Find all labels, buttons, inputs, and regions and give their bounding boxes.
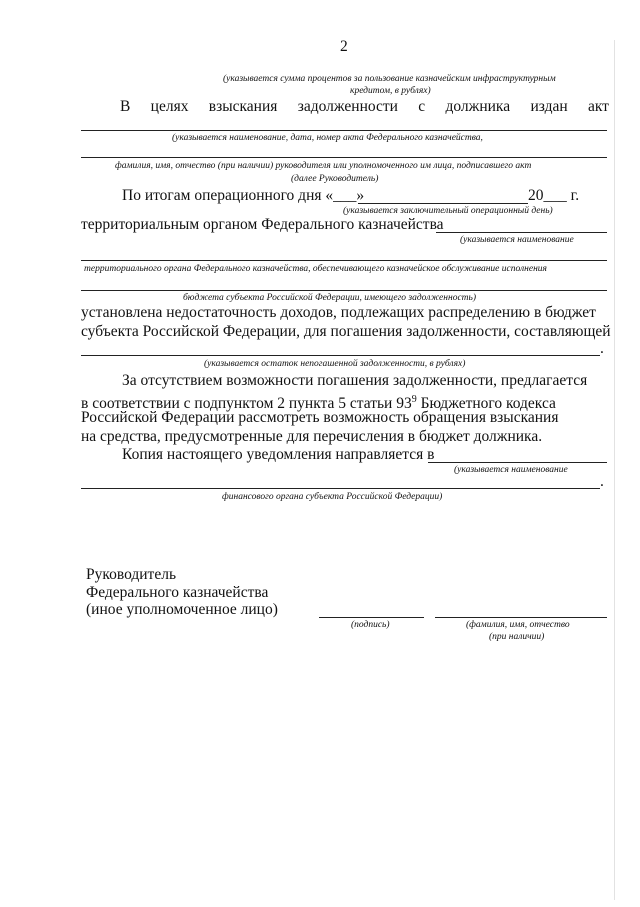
signature-note: (подпись) — [351, 620, 390, 630]
name-note-2: территориального органа Федерального казначейства, обеспечивающего казначейское обслуживание исполнения — [84, 264, 547, 274]
head-note-2: (далее Руководитель) — [291, 174, 379, 184]
balance-fill-line — [81, 355, 600, 356]
shortfall-line-1: установлена недостаточность доходов, подлежащих распределению в бюджет — [81, 304, 596, 321]
page-number: 2 — [340, 38, 348, 55]
copy-fill-line — [428, 462, 607, 463]
operating-day-label: По итогам операционного дня «___» — [122, 187, 365, 204]
signatory-title-1: Руководитель — [86, 566, 177, 583]
copy-sent-label: Копия настоящего уведомления направляется в — [122, 446, 435, 463]
proposal-line-4: на средства, предусмотренные для перечисления в бюджет должника. — [81, 428, 543, 445]
copy-fill-line-2 — [81, 488, 600, 489]
proposal-line-2: в соответствии с подпунктом 2 пункта 5 статьи $93^9$ Бюджетного кодекса — [81, 394, 556, 413]
interest-note-2: кредитом, в рублях) — [350, 86, 431, 96]
full-name-note-1: (фамилия, имя, отчество — [466, 620, 570, 630]
territorial-body-line-2 — [81, 260, 607, 261]
territorial-body-line-3 — [81, 290, 607, 291]
operating-day-line — [358, 203, 528, 204]
act-fill-line — [81, 130, 607, 131]
territorial-body-label: территориальным органом Федерального казначейства — [81, 216, 444, 233]
signatory-title-3: (иное уполномоченное лицо) — [86, 601, 278, 618]
name-note-1: (указывается наименование — [460, 235, 574, 245]
proposal-line-1: За отсутствием возможности погашения задолженности, предлагается — [122, 372, 588, 389]
operating-day-year: 20___ г. — [528, 187, 580, 204]
copy-note-1: (указывается наименование — [454, 465, 568, 475]
balance-note: (указывается остаток непогашенной задолженности, в рублях) — [204, 359, 466, 369]
proposal-line-3: Российской Федерации рассмотреть возможность обращения взыскания — [81, 409, 559, 426]
shortfall-line-2: субъекта Российской Федерации, для погашения задолженности, составляющей — [81, 323, 611, 340]
full-name-line — [435, 617, 607, 618]
copy-period: . — [600, 473, 604, 490]
head-fill-line — [81, 157, 607, 158]
final-day-note: (указывается заключительный операционный день) — [343, 206, 553, 216]
balance-period: . — [600, 340, 604, 357]
signature-line — [319, 617, 424, 618]
head-note-1: фамилия, имя, отчество (при наличии) руководителя или уполномоченного им лица, подписавшего акт — [115, 161, 532, 171]
paragraph-act-issued: В целях взыскания задолженности с должника издан акт — [120, 98, 609, 115]
page-edge — [614, 40, 615, 900]
interest-note-1: (указывается сумма процентов за пользование казначейским инфраструктурным — [223, 74, 556, 84]
signatory-title-2: Федерального казначейства — [86, 584, 269, 601]
territorial-body-line — [436, 232, 607, 233]
name-note-3: бюджета субъекта Российской Федерации, имеющего задолженность) — [183, 293, 477, 303]
copy-note-2: финансового органа субъекта Российской Федерации) — [222, 492, 443, 502]
full-name-note-2: (при наличии) — [489, 632, 545, 642]
act-note: (указывается наименование, дата, номер акта Федерального казначейства, — [172, 133, 483, 143]
